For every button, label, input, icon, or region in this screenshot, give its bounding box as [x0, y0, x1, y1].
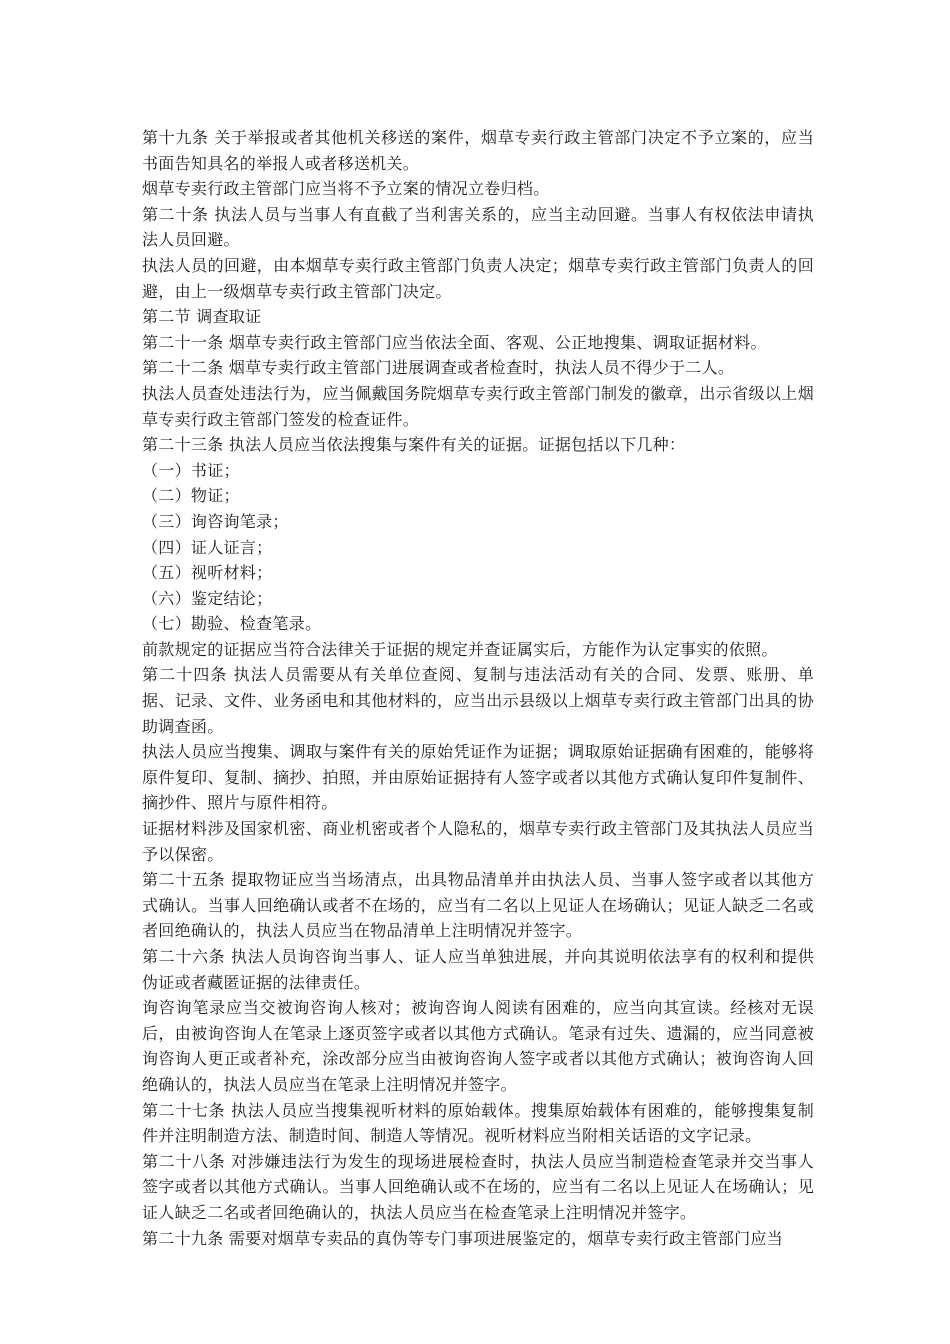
- paragraph-article-23: 第二十三条 执法人员应当依法搜集与案件有关的证据。证据包括以下几种：: [142, 435, 686, 455]
- paragraph-article-19: 第十九条 关于举报或者其他机关移送的案件，烟草专卖行政主管部门决定不予立案的，应当书面告知具名的举报人或者移送机关。: [142, 128, 814, 173]
- list-item-evidence-5: （五）视听材料；: [142, 563, 273, 583]
- paragraph-original-evidence: 执法人员应当搜集、调取与案件有关的原始凭证作为证据；调取原始证据确有困难的，能够将原件复印、复制、摘抄、拍照，并由原始证据持有人签字或者以其他方式确认复印件复制件、摘抄件、照片与原件相符。: [142, 742, 814, 813]
- document-body: [142, 125, 814, 1251]
- list-item-evidence-7: （七）勘验、检查笔录。: [142, 614, 322, 634]
- paragraph-recusal: 执法人员的回避，由本烟草专卖行政主管部门负责人决定；烟草专卖行政主管部门负责人的回避，由上一级烟草专卖行政主管部门决定。: [142, 255, 814, 301]
- paragraph-evidence-validity: 前款规定的证据应当符合法律关于证据的规定并查证属实后，方能作为认定事实的依照。: [142, 639, 778, 659]
- paragraph-filing: 烟草专卖行政主管部门应当将不予立案的情况立卷归档。: [142, 179, 550, 199]
- list-item-evidence-6: （六）鉴定结论；: [142, 588, 273, 608]
- paragraph-article-25: 第二十五条 提取物证应当当场清点，出具物品清单并由执法人员、当事人签字或者以其他方式确认。当事人回绝确认或者不在场的，应当有二名以上见证人在场确认；见证人缺乏二名或者回绝确认的，执法人员应当在物品清单上注明情况并签字。: [142, 870, 814, 941]
- paragraph-article-20: 第二十条 执法人员与当事人有直截了当利害关系的，应当主动回避。当事人有权依法申请执法人员回避。: [142, 204, 814, 250]
- list-item-evidence-2: （二）物证；: [142, 486, 240, 506]
- paragraph-article-29: 第二十九条 需要对烟草专卖品的真伪等专门事项进展鉴定的，烟草专卖行政主管部门应当: [142, 1228, 784, 1248]
- list-item-evidence-3: （三）询咨询笔录；: [142, 511, 289, 531]
- paragraph-article-28: 第二十八条 对涉嫌违法行为发生的现场进展检查时，执法人员应当制造检查笔录并交当事人签字或者以其他方式确认。当事人回绝确认或不在场的，应当有二名以上见证人在场确认；见证人缺乏二名或者回绝确认的，执法人员应当在检查笔录上注明情况并签字。: [142, 1151, 814, 1222]
- paragraph-confidentiality: 证据材料涉及国家机密、商业机密或者个人隐私的，烟草专卖行政主管部门及其执法人员应当予以保密。: [142, 819, 814, 864]
- paragraph-badge: 执法人员查处违法行为，应当佩戴国务院烟草专卖行政主管部门制发的徽章，出示省级以上烟草专卖行政主管部门签发的检查证件。: [142, 383, 814, 429]
- paragraph-article-21: 第二十一条 烟草专卖行政主管部门应当依法全面、客观、公正地搜集、调取证据材料。: [142, 332, 767, 352]
- paragraph-article-26: 第二十六条 执法人员询咨询当事人、证人应当单独进展，并向其说明依法享有的权利和提供伪证或者藏匿证据的法律责任。: [142, 947, 814, 992]
- list-item-evidence-4: （四）证人证言；: [142, 537, 273, 557]
- section-heading-investigation: 第二节 调查取证: [142, 307, 262, 327]
- paragraph-article-22: 第二十二条 烟草专卖行政主管部门进展调查或者检查时，执法人员不得少于二人。: [142, 358, 735, 378]
- list-item-evidence-1: （一）书证；: [142, 460, 240, 480]
- paragraph-article-27: 第二十七条 执法人员应当搜集视听材料的原始载体。搜集原始载体有困难的，能够搜集复制件并注明制造方法、制造时间、制造人等情况。视听材料应当附相关话语的文字记录。: [142, 1100, 814, 1146]
- paragraph-article-24: 第二十四条 执法人员需要从有关单位查阅、复制与违法活动有关的合同、发票、账册、单据、记录、文件、业务函电和其他材料的，应当出示县级以上烟草专卖行政主管部门出具的协助调查函。: [142, 665, 814, 736]
- paragraph-inquiry-record: 询咨询笔录应当交被询咨询人核对；被询咨询人阅读有困难的，应当向其宣读。经核对无误后，由被询咨询人在笔录上逐页签字或者以其他方式确认。笔录有过失、遗漏的，应当同意被询咨询人更正或者补充，涂改部分应当由被询咨询人签字或者以其他方式确认；被询咨询人回绝确认的，执法人员应当在笔录上注明情况并签字。: [142, 998, 814, 1094]
